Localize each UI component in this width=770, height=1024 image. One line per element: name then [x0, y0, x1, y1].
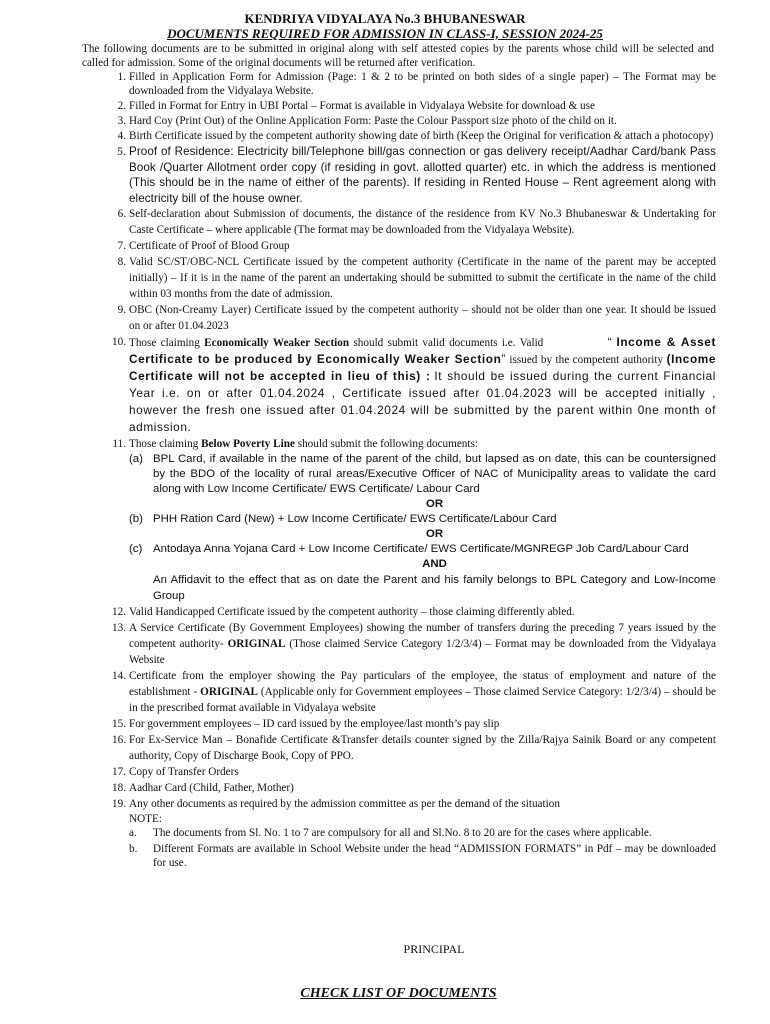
list-item	[82, 780, 716, 796]
principal-signatory: PRINCIPAL	[403, 942, 465, 956]
item-text: Filled in Format for Entry in UBI Portal – Format is available in Vidyalaya Website for download & use	[129, 100, 595, 112]
item-number: 14.	[112, 670, 126, 682]
item-text-post: should submit the following documents:	[297, 438, 478, 450]
item-text: Filled in Application Form for Admission (Page: 1 & 2 to be printed on both sides of a single paper) – The Format may be downloaded from the Vidyalaya Website.	[129, 71, 716, 97]
item-text: Valid Handicapped Certificate issued by the competent authority – those claiming differently abled.	[129, 606, 575, 618]
documents-list	[82, 70, 716, 870]
note-heading: NOTE:	[129, 813, 162, 825]
or-separator: OR	[425, 528, 444, 540]
item-text-mid: should submit valid documents i.e. Valid	[353, 337, 544, 349]
list-item	[82, 238, 716, 254]
note-text: Different Formats are available in School Website under the head “ADMISSION FORMATS” in Pdf – may be downloaded for use.	[153, 843, 716, 869]
list-item	[82, 604, 716, 620]
option-text: PHH Ration Card (New) + Low Income Certificate/ EWS Certificate/Labour Card	[153, 513, 557, 525]
item-text: Aadhar Card (Child, Father, Mother)	[129, 782, 294, 794]
list-item	[82, 70, 716, 98]
item-number: 5.	[117, 145, 126, 158]
list-item	[82, 732, 716, 764]
list-item	[82, 98, 716, 114]
item-text-bold: ORIGINAL	[200, 686, 258, 698]
and-separator: AND	[422, 558, 447, 570]
checklist-heading: CHECK LIST OF DOCUMENTS	[300, 986, 497, 1001]
item-text-mid2: issued by the competent authority	[509, 354, 664, 366]
item-number: 1.	[117, 71, 126, 83]
item-text: OBC (Non-Creamy Layer) Certificate issued by the competent authority – should not be older than one year. It should be issued on or after 01.04.2023	[129, 304, 716, 332]
option-text: BPL Card, if available in the name of the parent of the child, but lapsed as on date, this can be countersigned by the BDO of the locality of rural areas/Executive Officer of NAC of Municipality areas to validate the card along with Low Income Certificate/ EWS Certificate/ Labour Card	[153, 453, 716, 495]
item-number: 15.	[112, 718, 126, 730]
list-item	[82, 128, 716, 144]
school-title: KENDRIYA VIDYALAYA No.3 BHUBANESWAR	[244, 11, 526, 26]
item-number: 9.	[117, 304, 126, 316]
list-item	[82, 254, 716, 302]
list-item	[82, 620, 716, 668]
note-a	[129, 826, 716, 840]
note-label: a.	[129, 827, 137, 839]
note-block	[82, 812, 716, 870]
list-item	[82, 144, 716, 206]
list-item	[82, 668, 716, 716]
item-number: 3.	[117, 115, 126, 127]
bpl-option-c	[129, 542, 716, 557]
item-text: Hard Coy (Print Out) of the Online Application Form: Paste the Colour Passport size photo of the child on it.	[129, 115, 617, 127]
item-text: Birth Certificate issued by the competent authority showing date of birth (Keep the Original for verification & attach a photocopy)	[129, 130, 714, 142]
item-number: 6.	[117, 208, 126, 220]
list-item	[82, 302, 716, 334]
item-text-bold: Economically Weaker Section	[204, 337, 350, 349]
item-number: 8.	[117, 256, 126, 268]
item-text: Copy of Transfer Orders	[129, 766, 239, 778]
bpl-options	[82, 452, 716, 604]
item-text: For Ex-Service Man – Bonafide Certificate &Transfer details counter signed by the Zilla/Rajya Sainik Board or any competent authority, Copy of Discharge Book, Copy of PPO.	[129, 734, 716, 762]
list-item	[82, 796, 716, 812]
option-label: (c)	[129, 543, 143, 555]
item-text: Self-declaration about Submission of documents, the distance of the residence from KV No.3 Bhubaneswar & Undertaking for Caste Certificate – where applicable (The format may be downloaded from the Vidyalaya Website).	[129, 208, 716, 236]
ews-warning: (Income Certificate will not be accepted in lieu of this) :	[129, 352, 717, 383]
item-text-pre: Those claiming	[129, 438, 199, 450]
bpl-option-b	[129, 512, 716, 527]
item-number: 4.	[117, 130, 126, 142]
list-item	[82, 716, 716, 732]
note-b	[129, 842, 716, 870]
option-label: (b)	[129, 513, 143, 525]
item-text-pre: Certificate from the employer showing the Pay particulars of the employee, the status of employment and nature of the establishment -	[129, 670, 716, 698]
affidavit-text: An Affidavit to the effect that as on date the Parent and his family belongs to BPL Category and Low-Income Group	[153, 574, 716, 602]
item-number: 17.	[112, 766, 126, 778]
quote-close: ”	[501, 352, 506, 366]
item-text-rest: It should be issued during the current Financial Year i.e. on or after 01.04.2024 , Certificate issued after 01.04.2023 will be accepted initially , however the fresh one issued after 01.04.2024 will be submitted by the parent within 0ne month of admission.	[129, 369, 717, 434]
item-text: Any other documents as required by the admission committee as per the demand of the situation	[129, 798, 560, 810]
item-number: 11.	[112, 438, 126, 450]
intro-paragraph: The following documents are to be submitted in original along with self attested copies by the parents whose child will be selected and called for admission. Some of the original documents will be returned after verification.	[82, 43, 714, 69]
list-item	[82, 206, 716, 238]
item-text-pre: A Service Certificate (By Government Employees) showing the number of transfers during the preceding 7 years issued by the competent authority-	[129, 622, 716, 650]
item-text-bold: ORIGINAL	[227, 638, 286, 650]
item-number: 13.	[112, 622, 126, 634]
item-number: 12.	[112, 606, 126, 618]
item-number: 7.	[117, 240, 126, 252]
quote-open: “	[607, 335, 613, 349]
list-item-ews	[82, 334, 716, 436]
item-text-post: (Applicable only for Government employees – Those claimed Service Category: 1/2/3/4) – should be in the prescribed format available in Vidyalaya website	[129, 686, 716, 714]
note-label: b.	[129, 843, 138, 855]
item-text-pre: Those claiming	[129, 337, 200, 349]
item-text: For government employees – ID card issued by the employee/last month’s pay slip	[129, 718, 500, 730]
item-number: 10.	[112, 336, 126, 348]
item-text: Certificate of Proof of Blood Group	[129, 240, 290, 252]
item-number: 16.	[112, 734, 126, 746]
item-text-post: (Those claimed Service Category 1/2/3/4) – Format may be downloaded from the Vidyalaya Website	[129, 638, 717, 666]
item-number: 2.	[117, 100, 126, 112]
option-text: Antodaya Anna Yojana Card + Low Income Certificate/ EWS Certificate/MGNREGP Job Card/Labour Card	[153, 543, 689, 555]
document-subtitle: DOCUMENTS REQUIRED FOR ADMISSION IN CLASS-I, SESSION 2024-25	[167, 26, 603, 41]
or-separator: OR	[425, 498, 444, 510]
list-item	[82, 114, 716, 128]
list-item	[82, 764, 716, 780]
item-text: Proof of Residence: Electricity bill/Telephone bill/gas connection or gas delivery receipt/Aadhar Card/bank Pass Book /Quarter Allotment order copy (if residing in govt. allotted quarter) etc. in which the address is mentioned (This should be in the name of either of the parents). If residing in Rented House – Rent agreement along with electricity bill of the house owner.	[129, 145, 716, 205]
item-text: Valid SC/ST/OBC-NCL Certificate issued by the competent authority (Certificate in the name of the parent may be accepted initially) – If it is in the name of the parent an undertaking should be submitted to submit the certificate in the name of the child within 03 months from the date of admission.	[129, 256, 716, 300]
note-text: The documents from Sl. No. 1 to 7 are compulsory for all and Sl.No. 8 to 20 are for the cases where applicable.	[153, 827, 652, 839]
option-label: (a)	[129, 453, 143, 465]
item-text-bold: Below Poverty Line	[201, 438, 295, 450]
item-number: 18.	[112, 782, 126, 794]
ews-certificate-name: Income & Asset Certificate to be produced by Economically Weaker Section	[129, 335, 716, 366]
list-item-bpl	[82, 436, 716, 452]
bpl-option-a	[129, 452, 716, 497]
item-number: 19.	[112, 798, 126, 810]
